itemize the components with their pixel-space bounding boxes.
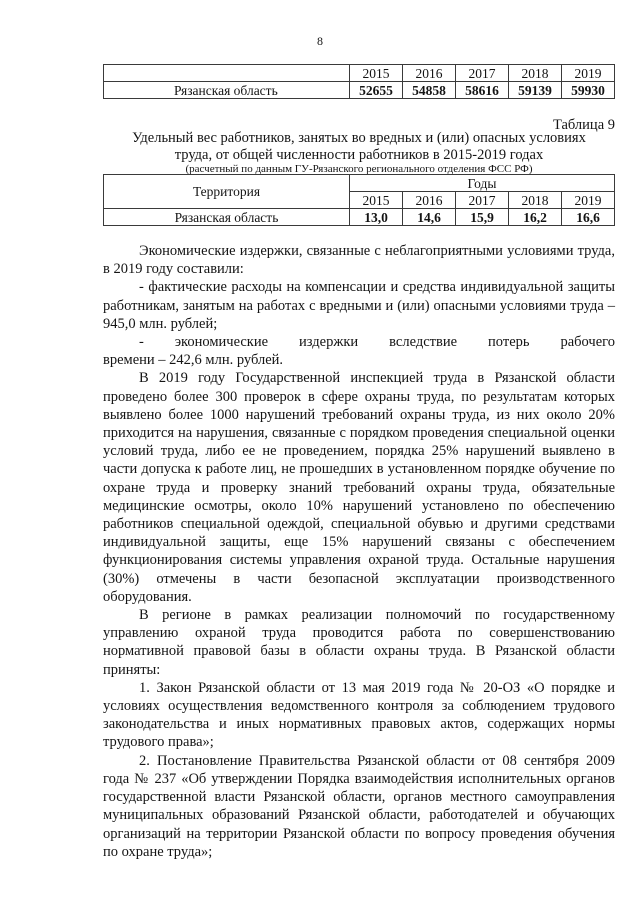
- table-cell: 16,2: [509, 209, 562, 226]
- table-cell: 52655: [350, 82, 403, 99]
- table-cell: 15,9: [456, 209, 509, 226]
- hazard-share-table: [103, 174, 615, 226]
- table-title-line2: труда, от общей численности работников в 2015-2019 годах: [174, 147, 544, 163]
- table-cell: 16,6: [562, 209, 615, 226]
- table-source-note: (расчетный по данным ГУ-Рязанского регионального отделения ФСС РФ): [185, 163, 533, 175]
- paragraph: 1. Закон Рязанской области от 13 мая 2019 года № 20-ОЗ «О порядке и условиях осуществления ведомственного контроля за соблюдением трудового законодательства и иных нормативных правовых актов, содержащих нормы трудового права»;: [103, 679, 615, 751]
- region-label: Рязанская область: [104, 82, 350, 99]
- table-title-line1: Удельный вес работников, занятых во вредных и (или) опасных условиях: [132, 130, 586, 146]
- table-cell: 14,6: [403, 209, 456, 226]
- paragraph: В 2019 году Государственной инспекцией труда в Рязанской области проведено более 300 проверок в сфере охраны труда, по результатам которых выявлено более 1000 нарушений требований охраны труда, из них около 20% приходится на нарушения, связанные с порядком проведения специальной оценки условий труда, либо ее не проведением, порядка 25% нарушений выявлено в части допуска к работе лиц, не прошедших в установленном порядке обучение по охране труда и проверку знаний требований охраны труда, обязательные медицинские осмотры, около 10% нарушений установлено по обеспечению работников специальной одеждой, специальной обувью и другими средствами индивидуальной защиты, еще 15% нарушений связаны с обеспечением функционирования системы управления охраной труда. Остальные нарушения (30%) отмечены в части безопасной эксплуатации производственного оборудования.: [103, 370, 615, 605]
- year-header: 2015: [350, 65, 403, 82]
- years-header: Годы: [350, 175, 615, 192]
- year-header: 2018: [509, 192, 562, 209]
- year-header: 2017: [456, 192, 509, 209]
- employment-table: [103, 64, 615, 99]
- table-cell: [104, 65, 350, 82]
- page-number: 8: [317, 34, 323, 48]
- table-cell: 13,0: [350, 209, 403, 226]
- region-label: Рязанская область: [104, 209, 350, 226]
- table-row: [104, 82, 615, 99]
- table-cell: 58616: [456, 82, 509, 99]
- year-header: 2019: [562, 192, 615, 209]
- table-header-row: [104, 65, 615, 82]
- table-cell: 59139: [509, 82, 562, 99]
- year-header: 2016: [403, 192, 456, 209]
- table-cell: 54858: [403, 82, 456, 99]
- year-header: 2018: [509, 65, 562, 82]
- paragraph: - фактические расходы на компенсации и средства индивидуальной защиты работникам, занятым на работах с вредными и (или) опасными условиями труда – 945,0 млн. рублей;: [103, 279, 615, 332]
- table-cell: 59930: [562, 82, 615, 99]
- year-header: 2019: [562, 65, 615, 82]
- paragraph: времени – 242,6 млн. рублей.: [103, 352, 284, 369]
- paragraph: В регионе в рамках реализации полномочий по государственному управлению охраной труда проводится работа по совершенствованию нормативной правовой базы в области охраны труда. В Рязанской области приняты:: [103, 607, 615, 678]
- paragraph: - экономические издержки вследствие потерь рабочего: [139, 334, 615, 351]
- table-label: Таблица 9: [552, 117, 615, 133]
- year-header: 2016: [403, 65, 456, 82]
- paragraph: Экономические издержки, связанные с неблагоприятными условиями труда, в 2019 году составили:: [103, 243, 615, 278]
- territory-header: Территория: [104, 175, 350, 209]
- paragraph: 2. Постановление Правительства Рязанской области от 08 сентября 2009 года № 237 «Об утверждении Порядка взаимодействия исполнительных органов государственной власти Рязанской области, органов местного самоуправления муниципальных образований Рязанской области, работодателей и обучающих организаций на территории Рязанской области по вопросу проведения обучения по охране труда»;: [103, 752, 615, 860]
- year-header: 2017: [456, 65, 509, 82]
- table-row: [104, 209, 615, 226]
- body-text: [103, 242, 615, 861]
- year-header: 2015: [350, 192, 403, 209]
- table-header-row: [104, 175, 615, 192]
